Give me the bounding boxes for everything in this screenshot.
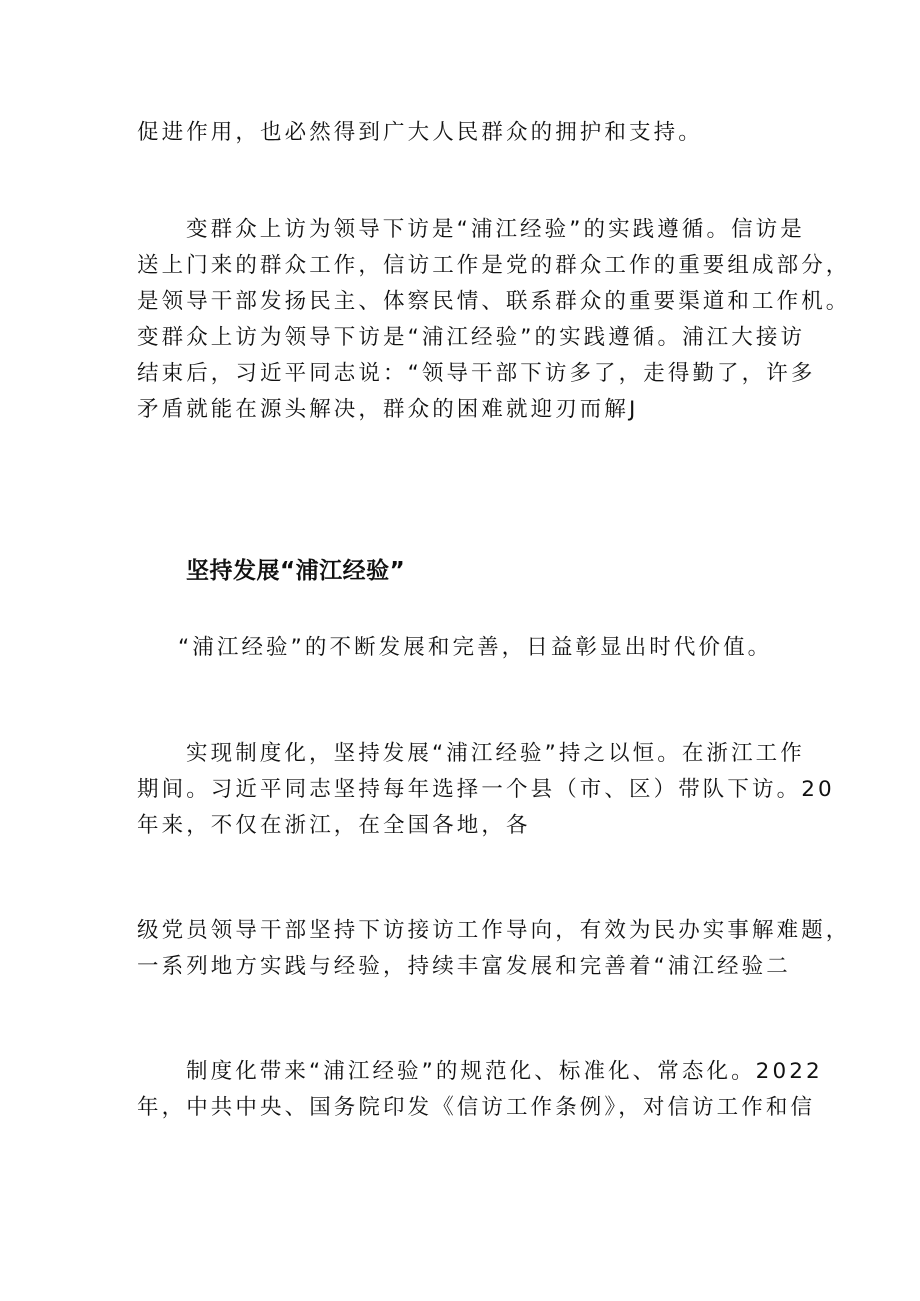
section-heading: 坚持发展“浦江经验” — [186, 558, 406, 584]
paragraph-line: 一系列地方实践与经验，持续丰富发展和完善着“浦江经验二 — [137, 954, 791, 979]
paragraph-line: 是领导干部发扬民主、体察民情、联系群众的重要渠道和工作机。 — [137, 289, 851, 314]
paragraph-line: 年来，不仅在浙江，在全国各地，各 — [137, 813, 531, 838]
paragraph-line: 实现制度化，坚持发展“浦江经验”持之以恒。在浙江工作 — [186, 741, 805, 766]
paragraph-line: 年，中共中央、国务院印发《信访工作条例》，对信访工作和信 — [137, 1095, 816, 1120]
paragraph-line: “浦江经验”的不断发展和完善，日益彰显出时代价值。 — [178, 635, 773, 660]
paragraph-line: 促进作用，也必然得到广大人民群众的拥护和支持。 — [137, 120, 703, 145]
paragraph-line: 制度化带来“浦江经验”的规范化、标准化、常态化。2022 — [186, 1059, 823, 1084]
paragraph-line: 送上门来的群众工作，信访工作是党的群众工作的重要组成部分， — [137, 253, 851, 278]
paragraph-line: 矛盾就能在源头解决，群众的困难就迎刃而解J — [137, 397, 639, 422]
paragraph-line: 结束后，习近平同志说：“领导干部下访多了，走得勤了，许多 — [137, 361, 816, 386]
paragraph-line: 变群众上访为领导下访是“浦江经验”的实践遵循。信访是 — [186, 217, 805, 242]
paragraph-line: 变群众上访为领导下访是“浦江经验”的实践遵循。浦江大接访 — [137, 325, 806, 350]
paragraph-line: 期间。习近平同志坚持每年选择一个县（市、区）带队下访。20 — [137, 777, 835, 802]
paragraph-line: 级党员领导干部坚持下访接访工作导向，有效为民办实事解难题， — [137, 918, 851, 943]
